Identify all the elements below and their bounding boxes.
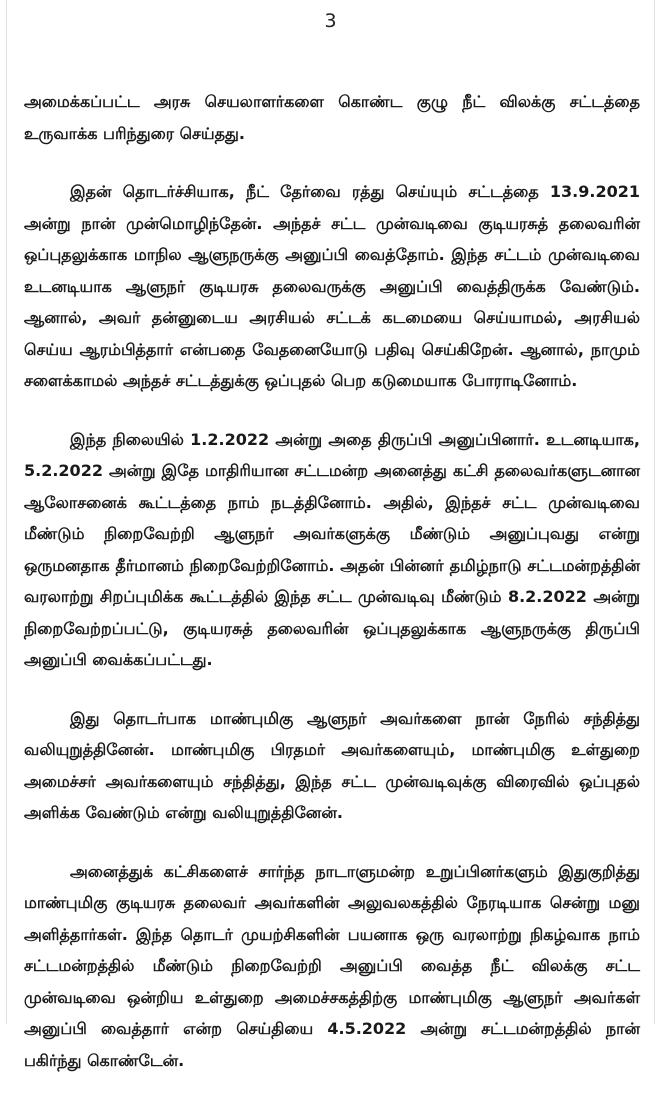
- paragraph-3: இந்த நிலையில் 1.2.2022 அன்று அதை திருப்பி அனுப்பினார். உடனடியாக, 5.2.2022 அன்று இதே மாதிரியான சட்டமன்ற அனைத்து கட்சி தலைவர்களுடனான ஆலோசனைக் கூட்டத்தை நாம் நடத்தினோம். அதில், இந்தச் சட்ட முன்வடிவை மீண்டும் நிறைவேற்றி ஆளுநர் அவர்களுக்கு மீண்டும் அனுப்புவது என்று ஒருமனதாக தீர்மானம் நிறைவேற்றினோம். அதன் பின்னர் தமிழ்நாடு சட்டமன்றத்தின் வரலாற்று சிறப்புமிக்க கூட்டத்தில் இந்த சட்ட முன்வடிவு மீண்டும் 8.2.2022 அன்று நிறைவேற்றப்பட்டு, குடியரசுத் தலைவரின் ஒப்புதலுக்காக ஆளுநருக்கு திருப்பி அனுப்பி வைக்கப்பட்டது.: [24, 429, 640, 669]
- page-number: 3: [324, 10, 337, 32]
- paragraph-4: இது தொடர்பாக மாண்புமிகு ஆளுநர் அவர்களை நான் நேரில் சந்தித்து வலியுறுத்தினேன். மாண்புமிகு பிரதமர் அவர்களையும், மாண்புமிகு உள்துறை அமைச்சர் அவர்களையும் சந்தித்து, இந்த சட்ட முன்வடிவுக்கு விரைவில் ஒப்புதல் அளிக்க வேண்டும் என்று வலியுறுத்தினேன்.: [24, 708, 640, 822]
- paragraph-1: அமைக்கப்பட்ட அரசு செயலாளர்களை கொண்ட குழு நீட் விலக்கு சட்டத்தை உருவாக்க பரிந்துரை செய்தது.: [24, 92, 640, 143]
- paragraph-2: இதன் தொடர்ச்சியாக, நீட் தேர்வை ரத்து செய்யும் சட்டத்தை 13.9.2021 அன்று நான் முன்மொழிந்தேன். அந்தச் சட்ட முன்வடிவை குடியரசுத் தலைவரின் ஒப்புதலுக்காக மாநில ஆளுநருக்கு அனுப்பி வைத்தோம். இந்த சட்டம் முன்வடிவை உடனடியாக ஆளுநர் குடியரசு தலைவருக்கு அனுப்பி வைத்திருக்க வேண்டும். ஆனால், அவர் தன்னுடைய அரசியல் சட்டக் கடமையை செய்யாமல், அரசியல் செய்ய ஆரம்பித்தார் என்பதை வேதனையோடு பதிவு செய்கிறேன். ஆனால், நாமும் சளைக்காமல் அந்தச் சட்டத்துக்கு ஒப்புதல் பெற கடுமையாக போராடினோம்.: [24, 182, 640, 390]
- paragraph-5: அனைத்துக் கட்சிகளைச் சார்ந்த நாடாளுமன்ற உறுப்பினர்களும் இதுகுறித்து மாண்புமிகு குடியரசு தலைவர் அவர்களின் அலுவலகத்தில் நேரடியாக சென்று மனு அளித்தார்கள். இந்த தொடர் முயற்சிகளின் பயனாக ஒரு வரலாற்று நிகழ்வாக நாம் சட்டமன்றத்தில் மீண்டும் நிறைவேற்றி அனுப்பி வைத்த நீட் விலக்கு சட்ட முன்வடிவை ஒன்றிய உள்துறை அமைச்சகத்திற்கு மாண்புமிகு ஆளுநர் அவர்கள் அனுப்பி வைத்தார் என்ற செய்தியை 4.5.2022 அன்று சட்டமன்றத்தில் நான் பகிர்ந்து கொண்டேன்.: [24, 861, 640, 1070]
- document-page: [6, 0, 655, 1070]
- document-body: [24, 86, 640, 1103]
